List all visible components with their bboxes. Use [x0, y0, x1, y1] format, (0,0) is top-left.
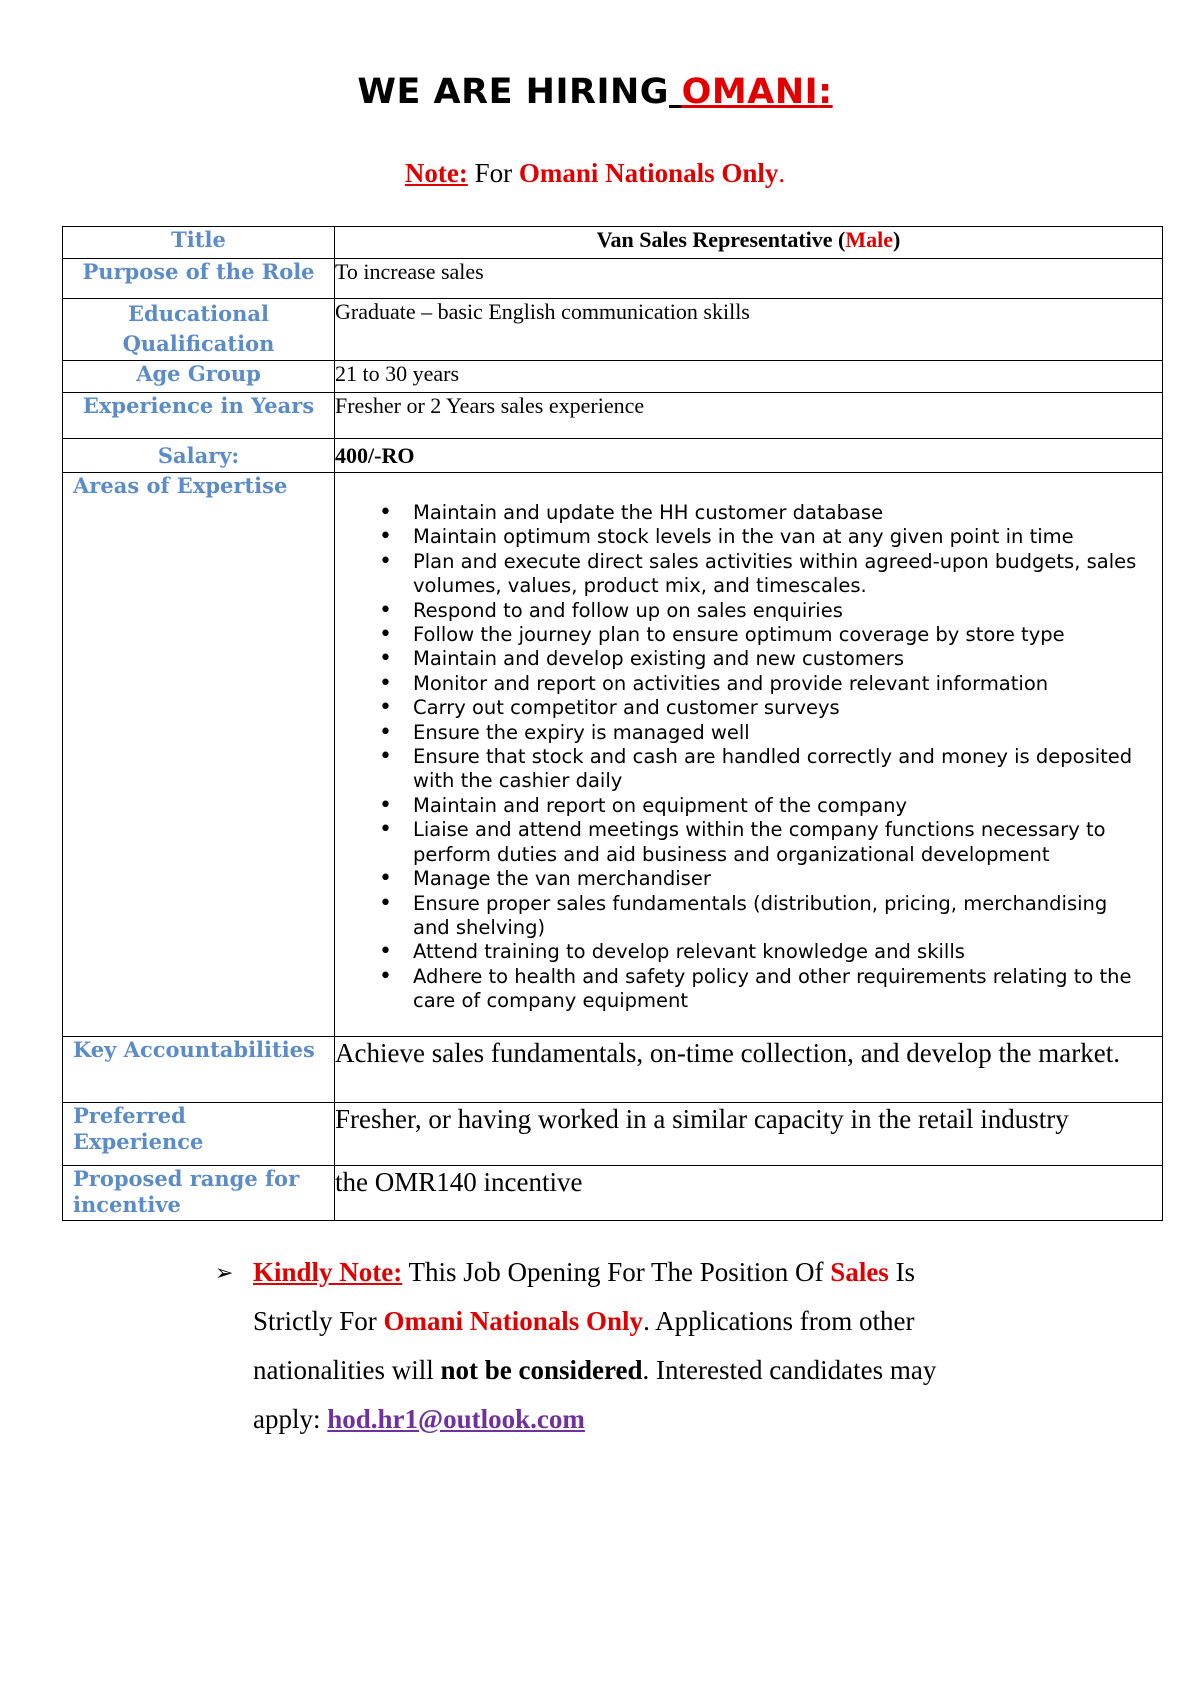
list-item: • Maintain and report on equipment of the company	[335, 794, 1162, 818]
note-label: Note:	[404, 158, 468, 188]
note-highlight: Omani Nationals Only	[518, 158, 779, 188]
page-title	[0, 72, 1190, 112]
list-item: • Liaise and attend meetings within the company functions necessary to perform duties and aid business and organizational development	[335, 818, 1162, 867]
kindly-note	[215, 1248, 975, 1444]
label-incentive-line1: Proposed range for	[73, 1165, 300, 1191]
value-preferred: Fresher, or having worked in a similar capacity in the retail industry	[335, 1102, 1163, 1165]
value-incentive: the OMR140 incentive	[335, 1165, 1163, 1220]
note-end: .	[778, 158, 786, 188]
list-item: • Maintain optimum stock levels in the van at any given point in time	[335, 525, 1162, 549]
label-salary: Salary:	[63, 439, 335, 473]
value-experience: Fresher or 2 Years sales experience	[335, 393, 1163, 439]
kindly-note-label: Kindly Note:	[253, 1257, 403, 1287]
title-space	[669, 72, 682, 112]
list-item: • Ensure the expiry is managed well	[335, 721, 1162, 745]
sales-highlight: Sales	[830, 1257, 889, 1287]
label-experience: Experience in Years	[63, 393, 335, 439]
table-row-title	[63, 227, 1163, 259]
nationals-note	[0, 158, 1190, 189]
list-item: • Maintain and update the HH customer database	[335, 501, 1162, 525]
value-expertise	[335, 473, 1163, 1037]
note-text-3: . Applications from other nationalities will	[253, 1306, 915, 1385]
list-item: • Maintain and develop existing and new customers	[335, 647, 1162, 671]
value-title	[335, 227, 1163, 259]
value-purpose: To increase sales	[335, 259, 1163, 299]
email-link[interactable]: hod.hr1@outlook.com	[327, 1404, 585, 1434]
table-row-age	[63, 361, 1163, 393]
value-education: Graduate – basic English communication skills	[335, 299, 1163, 361]
list-item: • Follow the journey plan to ensure optimum coverage by store type	[335, 623, 1162, 647]
label-purpose: Purpose of the Role	[63, 259, 335, 299]
table-row-education	[63, 299, 1163, 361]
expertise-list	[335, 473, 1162, 1036]
value-age: 21 to 30 years	[335, 361, 1163, 393]
title-highlight: OMANI	[681, 72, 819, 112]
list-item: • Ensure that stock and cash are handled correctly and money is deposited with the cashier daily	[335, 745, 1162, 794]
table-row-incentive	[63, 1165, 1163, 1220]
label-age: Age Group	[63, 361, 335, 393]
list-item: • Plan and execute direct sales activities within agreed-upon budgets, sales volumes, values, product mix, and timescales.	[335, 550, 1162, 599]
job-title: Van Sales Representative (	[596, 227, 846, 252]
list-item: • Respond to and follow up on sales enquiries	[335, 599, 1162, 623]
table-row-salary	[63, 439, 1163, 473]
title-suffix: :	[818, 72, 833, 112]
job-title-end: )	[893, 227, 901, 252]
kindly-note-text	[215, 1248, 975, 1444]
label-education	[63, 299, 335, 361]
table-row-purpose	[63, 259, 1163, 299]
arrow-bullet-icon: ➢	[215, 1260, 234, 1285]
label-preferred-line1: Preferred	[73, 1102, 186, 1128]
label-incentive-line2: incentive	[73, 1191, 181, 1217]
label-education-line1: Educational	[128, 301, 269, 326]
label-incentive	[63, 1165, 335, 1220]
label-education-line2: Qualification	[122, 331, 275, 356]
label-accountabilities: Key Accountabilities	[63, 1036, 335, 1102]
note-text-4: . Interested candidates may apply:	[253, 1355, 937, 1434]
label-title: Title	[63, 227, 335, 259]
label-preferred-line2: Experience	[73, 1128, 204, 1154]
value-accountabilities: Achieve sales fundamentals, on-time collection, and develop the market.	[335, 1036, 1163, 1102]
label-expertise: Areas of Expertise	[63, 473, 335, 1037]
job-details-table	[62, 226, 1163, 1221]
list-item: • Adhere to health and safety policy and other requirements relating to the care of company equipment	[335, 965, 1162, 1014]
not-considered-emphasis: not be considered	[440, 1355, 643, 1385]
table-row-preferred	[63, 1102, 1163, 1165]
table-row-expertise	[63, 473, 1163, 1037]
gender-highlight: Male	[845, 227, 894, 252]
omani-highlight: Omani Nationals Only	[383, 1306, 644, 1336]
title-prefix: WE ARE HIRING	[357, 72, 669, 112]
note-text-1: This Job Opening For The Position Of	[402, 1257, 831, 1287]
table-row-experience	[63, 393, 1163, 439]
table-row-accountabilities	[63, 1036, 1163, 1102]
list-item: • Carry out competitor and customer surveys	[335, 696, 1162, 720]
list-item: • Attend training to develop relevant knowledge and skills	[335, 940, 1162, 964]
list-item: • Monitor and report on activities and provide relevant information	[335, 672, 1162, 696]
label-preferred	[63, 1102, 335, 1165]
list-item: • Manage the van merchandiser	[335, 867, 1162, 891]
note-text-2: Is Strictly For	[253, 1257, 916, 1336]
value-salary: 400/-RO	[335, 439, 1163, 473]
list-item: • Ensure proper sales fundamentals (distribution, pricing, merchandising and shelving)	[335, 892, 1162, 941]
note-text: For	[467, 158, 519, 188]
